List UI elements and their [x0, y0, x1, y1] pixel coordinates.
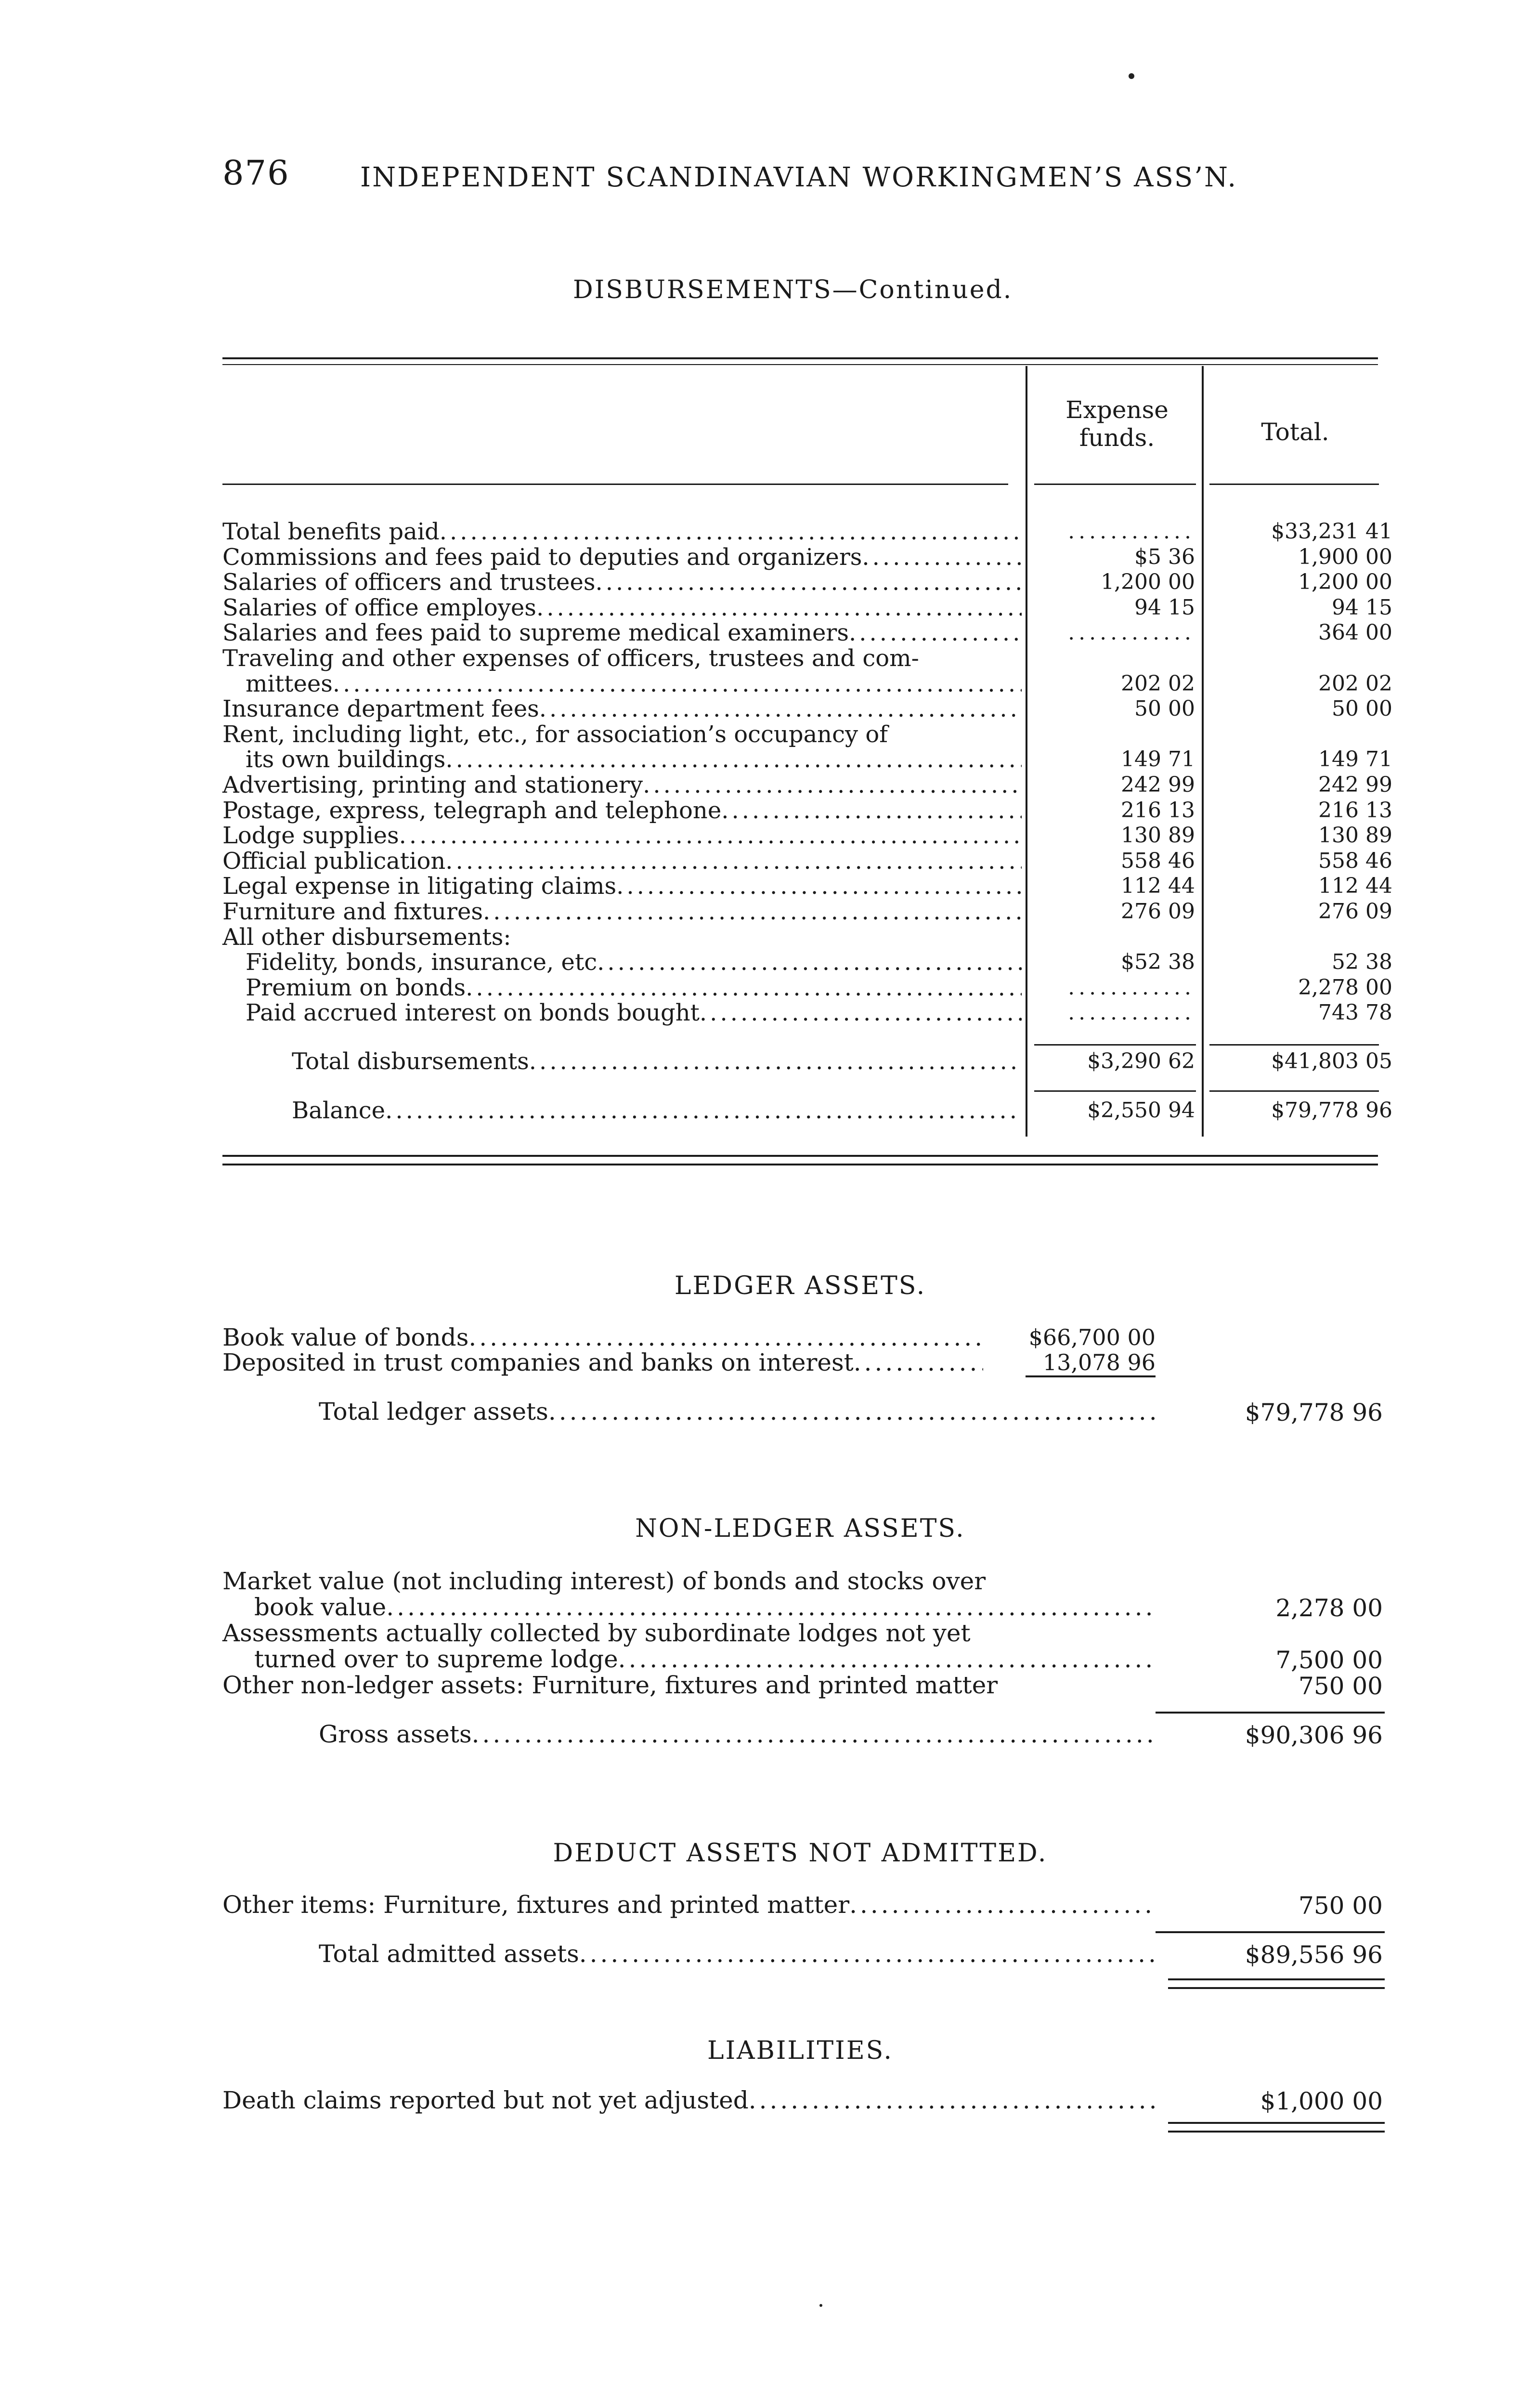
cell-expense: 149 71 — [1121, 747, 1195, 772]
cell-expense: 50 00 — [1134, 696, 1195, 721]
cell-total: 94 15 — [1332, 595, 1392, 620]
cell-total: 1,900 00 — [1298, 544, 1392, 569]
cell-total: 130 89 — [1318, 823, 1392, 848]
row-label: Fidelity, bonds, insurance, etc ..... — [246, 950, 1022, 975]
cell-total: 364 00 — [1318, 620, 1392, 645]
cell-total: $79,778 96 — [1271, 1098, 1392, 1123]
total-rule-total — [1209, 1044, 1379, 1046]
non-ledger-row1-line2: book value ..... — [254, 1594, 1156, 1620]
row-label: Total benefits paid ..... — [222, 519, 1022, 544]
cell-expense: ............ — [1068, 1000, 1195, 1025]
cell-expense: 202 02 — [1121, 671, 1195, 696]
liabilities-heading: LIABILITIES. — [707, 2036, 893, 2065]
gross-assets-row: Gross assets ..... — [319, 1721, 1156, 1747]
row-label: Premium on bonds ..... — [246, 975, 1022, 1000]
column-divider-right — [1202, 366, 1204, 1137]
row-label: Salaries and fees paid to supreme medical examiners ..... — [222, 620, 1022, 645]
page-header-title: INDEPENDENT SCANDINAVIAN WORKINGMEN’S ASS’N. — [360, 162, 1238, 193]
table-top-rule-thin — [222, 364, 1378, 365]
non-ledger-assets-heading: NON-LEDGER ASSETS. — [635, 1514, 965, 1543]
cell-total: $41,803 05 — [1271, 1049, 1392, 1073]
cell-expense: ............ — [1068, 519, 1195, 544]
row-label: Balance ..... — [292, 1098, 1022, 1123]
deduct-amount: 750 00 — [1299, 1892, 1383, 1920]
cell-total: 2,278 00 — [1298, 975, 1392, 1000]
cell-total: 50 00 — [1332, 696, 1392, 721]
cell-expense: $2,550 94 — [1087, 1098, 1195, 1123]
row-label: mittees ..... — [246, 671, 1022, 696]
cell-expense: 130 89 — [1121, 823, 1195, 848]
non-ledger-row1-line1: Market value (not including interest) of bonds and stocks over — [222, 1567, 986, 1595]
page-number: 876 — [222, 153, 290, 193]
row-label: Total disbursements ..... — [292, 1049, 1022, 1074]
non-ledger-amount-3: 750 00 — [1299, 1672, 1383, 1700]
header-rule-label — [222, 484, 1008, 485]
cell-expense: 276 09 — [1121, 899, 1195, 924]
row-label: Traveling and other expenses of officers, trustees and com- — [222, 645, 919, 672]
deduct-row: Other items: Furniture, fixtures and printed matter ..... — [222, 1892, 1156, 1918]
liabilities-row: Death claims reported but not yet adjusted ..... — [222, 2087, 1156, 2113]
ledger-row-bonds: Book value of bonds ..... — [222, 1324, 983, 1350]
cell-total: 112 44 — [1318, 874, 1392, 899]
non-ledger-row3: Other non-ledger assets: Furniture, fixtures and printed matter — [222, 1671, 998, 1699]
admitted-assets-amount: $89,556 96 — [1245, 1941, 1383, 1969]
cell-total: 149 71 — [1318, 747, 1392, 772]
total-rule-expense — [1034, 1044, 1196, 1046]
row-label: Legal expense in litigating claims ..... — [222, 874, 1022, 899]
non-ledger-row2-line1: Assessments actually collected by subordinate lodges not yet — [222, 1619, 971, 1647]
row-label: Commissions and fees paid to deputies and organizers ..... — [222, 545, 1022, 570]
disbursements-heading: DISBURSEMENTS—Continued. — [573, 275, 1013, 304]
row-label: Salaries of officers and trustees ..... — [222, 570, 1022, 595]
ledger-amount-deposits: 13,078 96 — [1042, 1349, 1156, 1375]
row-label: Salaries of office employes ..... — [222, 595, 1022, 620]
ledger-total-row: Total ledger assets ..... — [319, 1399, 1156, 1425]
gross-rule — [1156, 1712, 1385, 1714]
row-label: Insurance department fees ..... — [222, 696, 1022, 721]
admitted-double-rule — [1168, 1978, 1385, 1989]
cell-total: 242 99 — [1318, 772, 1392, 797]
cell-expense: 242 99 — [1121, 772, 1195, 797]
cell-total: 52 38 — [1332, 950, 1392, 975]
scan-speck — [1129, 73, 1134, 79]
cell-total: 276 09 — [1318, 899, 1392, 924]
deduct-rule — [1156, 1931, 1385, 1933]
column-header-total: Total. — [1261, 418, 1329, 446]
ledger-total-amount: $79,778 96 — [1245, 1399, 1383, 1426]
cell-expense: 112 44 — [1121, 874, 1195, 899]
column-header-expense-funds: Expense funds. — [1065, 396, 1169, 452]
row-label: Advertising, printing and stationery ..... — [222, 772, 1022, 798]
column-divider-left — [1026, 366, 1027, 1137]
cell-expense: 558 46 — [1121, 848, 1195, 873]
cell-expense: $5 36 — [1134, 544, 1195, 569]
gross-assets-amount: $90,306 96 — [1245, 1721, 1383, 1749]
table-bottom-rule-2 — [222, 1164, 1378, 1165]
row-label: Rent, including light, etc., for association’s occupancy of — [222, 720, 888, 748]
row-label: Furniture and fixtures ..... — [222, 899, 1022, 924]
deduct-heading: DEDUCT ASSETS NOT ADMITTED. — [553, 1839, 1048, 1868]
ledger-amount-bonds: $66,700 00 — [1028, 1324, 1156, 1350]
ledger-assets-heading: LEDGER ASSETS. — [674, 1271, 926, 1300]
cell-total: 202 02 — [1318, 671, 1392, 696]
header-rule-total — [1209, 484, 1379, 485]
balance-rule-total — [1209, 1090, 1379, 1092]
cell-total: $33,231 41 — [1271, 519, 1392, 544]
ledger-row-deposits: Deposited in trust companies and banks on interest ..... — [222, 1349, 983, 1375]
balance-rule-expense — [1034, 1090, 1196, 1092]
row-label: Paid accrued interest on bonds bought ..... — [246, 1000, 1022, 1025]
cell-total: 743 78 — [1318, 1000, 1392, 1025]
row-label: Postage, express, telegraph and telephone ..... — [222, 798, 1022, 823]
cell-expense: 1,200 00 — [1101, 570, 1195, 595]
table-top-rule — [222, 357, 1378, 359]
cell-expense: 216 13 — [1121, 798, 1195, 823]
ledger-subtotal-rule — [1026, 1375, 1156, 1377]
row-label: Official publication ..... — [222, 849, 1022, 874]
non-ledger-row2-line2: turned over to supreme lodge ..... — [254, 1646, 1156, 1672]
cell-total: 558 46 — [1318, 848, 1392, 873]
cell-expense: 94 15 — [1134, 595, 1195, 620]
non-ledger-amount-1: 2,278 00 — [1275, 1594, 1383, 1622]
liabilities-double-rule — [1168, 2122, 1385, 2133]
admitted-assets-row: Total admitted assets ..... — [319, 1941, 1156, 1967]
row-label: Lodge supplies ..... — [222, 823, 1022, 848]
cell-expense: $3,290 62 — [1087, 1049, 1195, 1073]
cell-expense: ............ — [1068, 620, 1195, 645]
row-label: its own buildings ..... — [246, 747, 1022, 772]
non-ledger-amount-2: 7,500 00 — [1275, 1646, 1383, 1674]
row-label: All other disbursements: — [222, 923, 511, 951]
cell-total: 216 13 — [1318, 798, 1392, 823]
liabilities-amount: $1,000 00 — [1260, 2087, 1383, 2115]
cell-expense: ............ — [1068, 975, 1195, 1000]
header-rule-expense — [1034, 484, 1196, 485]
cell-total: 1,200 00 — [1298, 570, 1392, 595]
cell-expense: $52 38 — [1121, 950, 1195, 975]
table-bottom-rule — [222, 1155, 1378, 1157]
scan-speck — [819, 2304, 822, 2307]
